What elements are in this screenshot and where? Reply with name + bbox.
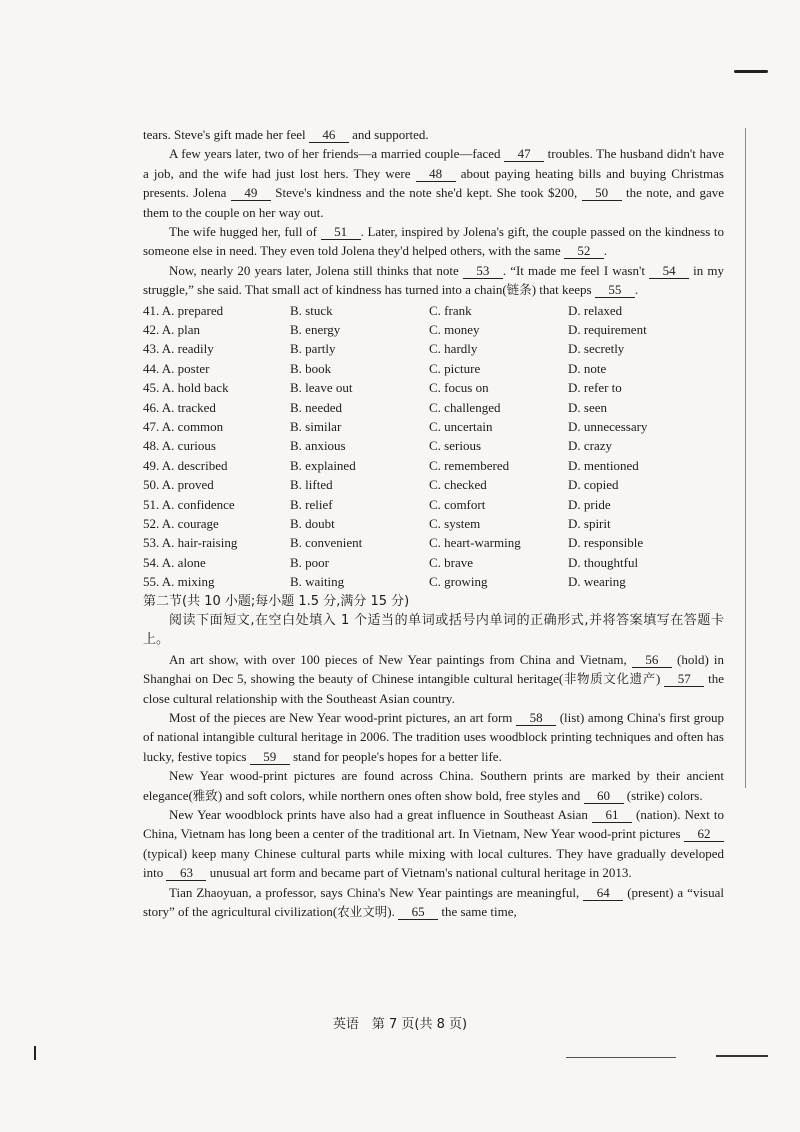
blank-53: 53 [463, 263, 503, 279]
option-d: D. mentioned [568, 457, 639, 473]
option-c: C. hardly [429, 341, 478, 357]
option-a: 43. A. readily [143, 341, 214, 357]
chinese-gloss: 非物质文化遗产 [563, 671, 656, 687]
option-d: D. spirit [568, 515, 611, 531]
text: ) [655, 671, 665, 687]
text: and supported. [348, 127, 429, 142]
blank-49: 49 [231, 185, 271, 201]
option-b: B. lifted [290, 477, 333, 493]
option-d: D. refer to [568, 380, 622, 396]
scan-mark [716, 1055, 768, 1057]
option-row [143, 339, 724, 358]
text: the close cultural relationship with the Southeast Asian country. [143, 671, 724, 706]
text: Most of the pieces are New Year wood-print pictures, an art form [169, 709, 517, 725]
text: ) and soft colors, while northern ones often show bold, free styles and [217, 787, 584, 803]
text: A few years later, two of her friends—a married couple—faced [169, 146, 505, 162]
blank-47: 47 [504, 146, 544, 162]
text: ) that keeps [531, 282, 595, 298]
option-row [143, 320, 724, 339]
option-b: B. energy [290, 322, 341, 338]
option-b: B. convenient [290, 535, 363, 551]
paragraph [143, 144, 724, 222]
blank-54: 54 [649, 263, 689, 279]
paragraph [143, 708, 724, 766]
options-table [143, 301, 724, 592]
option-row [143, 417, 724, 436]
option-d: D. secretly [568, 341, 625, 357]
blank-50: 50 [582, 185, 622, 201]
option-d: D. thoughtful [568, 554, 639, 570]
text: stand for people's hopes for a better life. [289, 748, 502, 764]
option-d: D. wearing [568, 574, 626, 590]
section-instruction: 阅读下面短文,在空白处填入 1 个适当的单词或括号内单词的正确形式,并将答案填写在答题卡上。 [143, 612, 724, 648]
text: Now, nearly 20 years later, Jolena still thinks that note [169, 262, 463, 278]
text: in my struggle,” she said. That small act of kindness has turned into a chain( [143, 262, 724, 298]
chinese-gloss: 农业文明 [337, 904, 388, 920]
text: the same time, [438, 904, 517, 920]
text: New Year wood-print pictures are found across China. Southern prints are marked by their ancient elegance( [143, 768, 724, 803]
option-row [143, 533, 724, 552]
option-a: 53. A. hair-raising [143, 535, 238, 551]
scan-mark [734, 70, 768, 73]
option-b: B. anxious [290, 438, 346, 454]
scan-mark [745, 128, 746, 788]
section-heading: 第二节(共 10 小题;每小题 1.5 分,满分 15 分) [143, 593, 410, 609]
option-c: C. brave [429, 554, 474, 570]
text: An art show, with over 100 pieces of New Year paintings from China and Vietnam, [169, 651, 632, 667]
option-a: 48. A. curious [143, 438, 216, 454]
chinese-gloss: 链条 [506, 282, 532, 298]
option-row [143, 456, 724, 475]
option-a: 44. A. poster [143, 360, 210, 376]
paragraph [143, 125, 724, 144]
blank-48: 48 [416, 166, 456, 182]
option-row [143, 301, 724, 320]
option-c: C. focus on [429, 380, 489, 396]
option-c: C. picture [429, 360, 481, 376]
option-d: D. crazy [568, 438, 613, 454]
option-b: B. waiting [290, 574, 345, 590]
paragraph [143, 650, 724, 708]
option-d: D. note [568, 360, 607, 376]
option-c: C. comfort [429, 496, 486, 512]
option-row [143, 495, 724, 514]
option-row [143, 378, 724, 397]
option-b: B. stuck [290, 302, 333, 318]
text: about paying heating bills and buying Christmas presents. Jolena [143, 165, 724, 201]
blank-64: 64 [583, 885, 623, 901]
option-a: 49. A. described [143, 457, 228, 473]
option-b: B. leave out [290, 380, 353, 396]
option-b: B. similar [290, 419, 342, 434]
option-row [143, 398, 724, 417]
blank-57: 57 [664, 671, 704, 687]
blank-58: 58 [516, 710, 556, 726]
option-row [143, 436, 724, 455]
blank-52: 52 [564, 243, 604, 259]
option-c: C. challenged [429, 399, 501, 415]
option-c: C. uncertain [429, 419, 493, 434]
text: . [634, 282, 639, 298]
blank-60: 60 [584, 788, 624, 804]
text: ). [387, 904, 399, 920]
option-c: C. growing [429, 574, 488, 590]
text: . [603, 243, 608, 259]
option-d: D. pride [568, 496, 611, 512]
page-content [143, 125, 724, 921]
blank-51: 51 [321, 224, 361, 240]
page-footer: 英语 第 7 页(共 8 页) [332, 1017, 468, 1032]
scan-mark [566, 1057, 676, 1058]
blank-62: 62 [684, 826, 724, 842]
blank-61: 61 [592, 807, 632, 823]
option-c: C. serious [429, 438, 481, 454]
option-b: B. doubt [290, 515, 335, 531]
option-a: 50. A. proved [143, 477, 214, 493]
option-row [143, 553, 724, 572]
option-a: 45. A. hold back [143, 380, 229, 396]
option-row [143, 475, 724, 494]
option-row [143, 359, 724, 378]
option-d: D. seen [568, 399, 607, 415]
option-a: 42. A. plan [143, 322, 201, 338]
option-c: C. heart-warming [429, 535, 521, 551]
option-c: C. checked [429, 477, 487, 493]
blank-65: 65 [398, 904, 438, 920]
option-b: B. book [290, 360, 332, 376]
option-c: C. remembered [429, 457, 510, 473]
text: tears. Steve's gift made her feel [143, 127, 309, 142]
option-b: B. needed [290, 399, 342, 415]
option-c: C. money [429, 322, 480, 338]
text: troubles. The husband didn't have a job, and the wife had just lost hers. They were [143, 146, 724, 181]
option-a: 55. A. mixing [143, 574, 215, 590]
blank-59: 59 [250, 749, 290, 765]
option-d: D. unnecessary [568, 419, 648, 434]
text: the note, and gave them to the couple on her way out. [143, 185, 725, 220]
scan-mark [34, 1046, 36, 1060]
text: (strike) colors. [623, 787, 703, 803]
text: Tian Zhaoyuan, a professor, says China's New Year paintings are meaningful, [169, 884, 584, 900]
blank-56: 56 [632, 652, 672, 668]
option-b: B. poor [290, 554, 329, 570]
blank-46: 46 [309, 127, 349, 143]
option-a: 51. A. confidence [143, 496, 235, 512]
option-b: B. partly [290, 341, 336, 357]
text: . Later, inspired by Jolena's gift, the couple passed on the kindness to someone else in need. They even told Jolena they'd helped others, with the same [143, 224, 724, 259]
option-row [143, 514, 724, 533]
text: Steve's kindness and the note she'd kept. She took $200, [270, 185, 582, 201]
paragraph [143, 222, 724, 261]
option-d: D. relaxed [568, 302, 623, 318]
blank-55: 55 [595, 282, 635, 298]
option-d: D. copied [568, 477, 619, 493]
paragraph [143, 261, 724, 300]
option-a: 54. A. alone [143, 554, 206, 570]
text: (nation). Next to China, Vietnam has long been a center of the traditional art. In Vietnam, New Year wood-print pictures [143, 806, 724, 842]
option-row [143, 572, 724, 591]
option-c: C. system [429, 515, 481, 531]
text: (list) among China's first group of national intangible cultural heritage in 2006. The tradition uses woodblock printing techniques and often has lucky, festive topics [143, 709, 724, 764]
paragraph [143, 766, 724, 805]
text: (present) a “visual story” of the agricultural civilization( [143, 884, 724, 920]
option-a: 47. A. common [143, 419, 224, 434]
text: . “It made me feel I wasn't [502, 262, 650, 278]
blank-63: 63 [166, 865, 206, 881]
option-d: D. responsible [568, 535, 644, 551]
option-a: 46. A. tracked [143, 399, 216, 415]
paragraph [143, 883, 724, 922]
text: The wife hugged her, full of [169, 224, 321, 240]
option-a: 41. A. prepared [143, 302, 224, 318]
option-b: B. relief [290, 496, 333, 512]
text: (typical) keep many Chinese cultural parts while mixing with local cultures. They have gradually developed into [143, 845, 724, 881]
option-d: D. requirement [568, 322, 647, 338]
text: (hold) in Shanghai on Dec 5, showing the beauty of Chinese intangible cultural heritage( [143, 651, 724, 687]
text: unusual art form and became part of Vietnam's national cultural heritage in 2013. [206, 865, 632, 881]
text: New Year woodblock prints have also had a great influence in Southeast Asian [169, 806, 592, 822]
chinese-gloss: 雅致 [192, 787, 218, 803]
paragraph [143, 805, 724, 883]
option-a: 52. A. courage [143, 515, 219, 531]
option-b: B. explained [290, 457, 356, 473]
option-c: C. frank [429, 302, 472, 318]
